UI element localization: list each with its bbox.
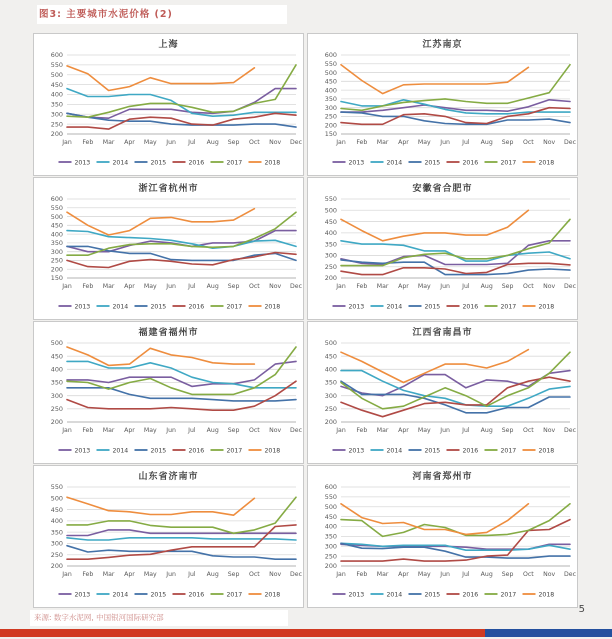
svg-text:300: 300	[324, 542, 337, 551]
svg-text:Dec: Dec	[564, 427, 576, 434]
svg-text:250: 250	[50, 550, 63, 559]
svg-text:Apr: Apr	[398, 283, 409, 290]
svg-text:Feb: Feb	[82, 139, 94, 146]
svg-text:2017: 2017	[226, 159, 243, 167]
svg-text:400: 400	[50, 517, 63, 526]
svg-text:400: 400	[324, 229, 337, 238]
line-plot	[308, 50, 577, 172]
svg-text:May: May	[417, 283, 431, 290]
svg-text:2014: 2014	[112, 591, 129, 599]
svg-text:2014: 2014	[386, 303, 403, 311]
svg-text:2014: 2014	[386, 447, 403, 455]
svg-text:Nov: Nov	[269, 283, 282, 290]
svg-text:Aug: Aug	[480, 139, 493, 146]
page-number: 5	[578, 604, 585, 615]
svg-text:500: 500	[324, 68, 337, 77]
svg-text:200: 200	[50, 562, 63, 571]
svg-text:Dec: Dec	[564, 283, 576, 290]
svg-text:500: 500	[324, 339, 337, 348]
svg-text:Jun: Jun	[166, 427, 176, 434]
svg-text:500: 500	[50, 70, 63, 79]
svg-text:2013: 2013	[74, 447, 91, 455]
svg-text:Nov: Nov	[543, 283, 556, 290]
svg-text:Feb: Feb	[356, 283, 368, 290]
chart-jiangsu-nanjing	[307, 33, 578, 176]
svg-text:May: May	[143, 283, 157, 290]
svg-text:250: 250	[324, 552, 337, 561]
svg-text:Feb: Feb	[356, 139, 368, 146]
svg-text:2016: 2016	[188, 159, 205, 167]
svg-text:Feb: Feb	[82, 571, 94, 578]
svg-text:450: 450	[324, 77, 337, 86]
svg-text:450: 450	[50, 221, 63, 230]
svg-text:2015: 2015	[150, 303, 167, 311]
svg-text:Dec: Dec	[290, 139, 302, 146]
svg-text:Aug: Aug	[206, 571, 219, 578]
svg-text:350: 350	[324, 532, 337, 541]
svg-text:2017: 2017	[226, 591, 243, 599]
svg-text:150: 150	[324, 130, 337, 139]
chart-zhejiang-hangzhou	[33, 177, 304, 320]
chart-title: 安徽省合肥市	[412, 184, 473, 194]
svg-text:350: 350	[50, 528, 63, 537]
svg-text:450: 450	[50, 505, 63, 514]
svg-text:450: 450	[50, 80, 63, 89]
svg-text:2016: 2016	[188, 591, 205, 599]
svg-text:550: 550	[324, 59, 337, 68]
svg-text:Dec: Dec	[290, 571, 302, 578]
svg-text:Jul: Jul	[188, 427, 196, 434]
svg-text:Oct: Oct	[523, 283, 534, 290]
svg-text:Dec: Dec	[290, 283, 302, 290]
svg-text:Apr: Apr	[124, 139, 135, 146]
bottom-bar-red-segment	[0, 629, 485, 637]
svg-text:500: 500	[50, 494, 63, 503]
svg-text:Apr: Apr	[124, 283, 135, 290]
chart-title: 河南省郑州市	[412, 472, 473, 482]
svg-text:Jan: Jan	[62, 571, 72, 578]
svg-text:2013: 2013	[348, 159, 365, 167]
svg-text:Mar: Mar	[376, 427, 389, 434]
svg-text:250: 250	[50, 120, 63, 129]
svg-text:2017: 2017	[500, 159, 517, 167]
svg-text:200: 200	[324, 562, 337, 571]
svg-text:2013: 2013	[74, 591, 91, 599]
svg-text:Jan: Jan	[336, 139, 346, 146]
svg-text:2014: 2014	[112, 159, 129, 167]
svg-text:450: 450	[50, 352, 63, 361]
svg-text:250: 250	[50, 256, 63, 265]
svg-text:2016: 2016	[462, 303, 479, 311]
svg-text:Jun: Jun	[166, 139, 176, 146]
chart-fujian-fuzhou	[33, 321, 304, 464]
bottom-accent-bar	[0, 629, 612, 637]
svg-text:550: 550	[324, 195, 337, 204]
svg-text:400: 400	[324, 365, 337, 374]
svg-text:Jul: Jul	[188, 139, 196, 146]
line-plot	[308, 482, 577, 604]
chart-shandong-jinan	[33, 465, 304, 608]
chart-title: 江西省南昌市	[412, 328, 473, 338]
svg-text:Sep: Sep	[227, 283, 240, 290]
svg-text:Jul: Jul	[462, 571, 470, 578]
svg-text:300: 300	[50, 247, 63, 256]
svg-text:2013: 2013	[74, 159, 91, 167]
svg-text:500: 500	[324, 206, 337, 215]
svg-text:2018: 2018	[264, 159, 281, 167]
line-plot	[34, 50, 303, 172]
svg-text:400: 400	[324, 86, 337, 95]
svg-text:Sep: Sep	[501, 283, 514, 290]
svg-text:2015: 2015	[424, 303, 441, 311]
svg-text:300: 300	[50, 110, 63, 119]
svg-text:Oct: Oct	[249, 139, 260, 146]
svg-text:Sep: Sep	[227, 427, 240, 434]
svg-text:Jun: Jun	[440, 571, 450, 578]
svg-text:Aug: Aug	[206, 283, 219, 290]
svg-text:2015: 2015	[424, 447, 441, 455]
svg-text:450: 450	[324, 512, 337, 521]
svg-text:Jul: Jul	[188, 571, 196, 578]
svg-text:2014: 2014	[112, 303, 129, 311]
svg-text:May: May	[417, 139, 431, 146]
source-note: 来源: 数字水泥网, 中国银河国际研究部	[30, 610, 288, 626]
svg-text:2017: 2017	[226, 303, 243, 311]
svg-text:450: 450	[324, 217, 337, 226]
svg-text:2015: 2015	[150, 447, 167, 455]
svg-text:Mar: Mar	[376, 139, 389, 146]
svg-text:Sep: Sep	[501, 427, 514, 434]
svg-text:Jan: Jan	[336, 283, 346, 290]
svg-text:Mar: Mar	[102, 139, 115, 146]
svg-text:Sep: Sep	[227, 571, 240, 578]
svg-text:2013: 2013	[348, 447, 365, 455]
svg-text:Dec: Dec	[290, 427, 302, 434]
svg-text:250: 250	[324, 112, 337, 121]
svg-text:2015: 2015	[424, 159, 441, 167]
svg-text:Jan: Jan	[62, 427, 72, 434]
svg-text:Apr: Apr	[398, 571, 409, 578]
svg-text:Jul: Jul	[462, 427, 470, 434]
svg-text:500: 500	[50, 212, 63, 221]
svg-text:400: 400	[50, 90, 63, 99]
svg-text:Aug: Aug	[480, 427, 493, 434]
svg-text:Jul: Jul	[462, 283, 470, 290]
svg-text:Aug: Aug	[206, 427, 219, 434]
svg-text:550: 550	[50, 203, 63, 212]
svg-text:Aug: Aug	[206, 139, 219, 146]
chart-title: 江苏南京	[422, 40, 463, 50]
svg-text:Nov: Nov	[543, 571, 556, 578]
chart-title: 福建省福州市	[138, 328, 199, 338]
svg-text:May: May	[417, 571, 431, 578]
svg-text:May: May	[143, 139, 157, 146]
chart-title: 上海	[158, 40, 179, 50]
svg-text:Dec: Dec	[564, 571, 576, 578]
svg-text:2018: 2018	[538, 591, 555, 599]
svg-text:300: 300	[324, 251, 337, 260]
svg-text:2018: 2018	[538, 303, 555, 311]
svg-text:Jun: Jun	[440, 427, 450, 434]
svg-text:Jan: Jan	[336, 571, 346, 578]
svg-text:350: 350	[50, 378, 63, 387]
svg-text:Mar: Mar	[102, 571, 115, 578]
svg-text:2016: 2016	[462, 159, 479, 167]
svg-text:Nov: Nov	[543, 427, 556, 434]
line-plot	[34, 338, 303, 460]
svg-text:2015: 2015	[150, 591, 167, 599]
svg-text:250: 250	[50, 405, 63, 414]
line-plot	[34, 482, 303, 604]
svg-text:May: May	[143, 427, 157, 434]
svg-text:Feb: Feb	[82, 283, 94, 290]
chart-anhui-hefei	[307, 177, 578, 320]
svg-text:Oct: Oct	[249, 427, 260, 434]
svg-text:Jul: Jul	[188, 283, 196, 290]
svg-text:550: 550	[50, 61, 63, 70]
svg-text:300: 300	[50, 391, 63, 400]
svg-text:300: 300	[50, 539, 63, 548]
svg-text:2016: 2016	[188, 303, 205, 311]
svg-text:200: 200	[324, 274, 337, 283]
svg-text:Jun: Jun	[440, 139, 450, 146]
svg-text:Nov: Nov	[269, 571, 282, 578]
svg-text:Apr: Apr	[398, 139, 409, 146]
line-plot	[308, 338, 577, 460]
svg-text:Sep: Sep	[501, 139, 514, 146]
svg-text:Mar: Mar	[376, 571, 389, 578]
svg-text:2018: 2018	[538, 447, 555, 455]
svg-text:Jan: Jan	[336, 427, 346, 434]
svg-text:2013: 2013	[348, 591, 365, 599]
svg-text:400: 400	[50, 230, 63, 239]
svg-text:2018: 2018	[538, 159, 555, 167]
svg-text:600: 600	[50, 195, 63, 204]
svg-text:Mar: Mar	[102, 427, 115, 434]
svg-text:Jun: Jun	[166, 283, 176, 290]
svg-text:350: 350	[324, 378, 337, 387]
svg-text:Oct: Oct	[523, 139, 534, 146]
svg-text:Aug: Aug	[480, 283, 493, 290]
svg-text:2017: 2017	[500, 303, 517, 311]
svg-text:2015: 2015	[150, 159, 167, 167]
svg-text:Nov: Nov	[543, 139, 556, 146]
chart-title: 浙江省杭州市	[138, 184, 199, 194]
svg-text:Apr: Apr	[398, 427, 409, 434]
svg-text:May: May	[143, 571, 157, 578]
svg-text:2016: 2016	[462, 591, 479, 599]
svg-text:550: 550	[324, 493, 337, 502]
figure-title: 图3: 主要城市水泥价格 (2)	[37, 5, 287, 24]
svg-text:600: 600	[324, 51, 337, 60]
svg-text:600: 600	[50, 51, 63, 60]
svg-text:Feb: Feb	[356, 571, 368, 578]
svg-text:350: 350	[50, 239, 63, 248]
svg-text:250: 250	[324, 405, 337, 414]
svg-text:Sep: Sep	[227, 139, 240, 146]
line-plot	[308, 194, 577, 316]
line-plot	[34, 194, 303, 316]
svg-text:Nov: Nov	[269, 139, 282, 146]
svg-text:400: 400	[50, 365, 63, 374]
svg-text:150: 150	[50, 274, 63, 283]
svg-text:350: 350	[50, 100, 63, 109]
svg-text:2014: 2014	[386, 159, 403, 167]
svg-text:May: May	[417, 427, 431, 434]
svg-text:2016: 2016	[462, 447, 479, 455]
svg-text:Nov: Nov	[269, 427, 282, 434]
svg-text:2013: 2013	[74, 303, 91, 311]
svg-text:Jun: Jun	[166, 571, 176, 578]
svg-text:600: 600	[324, 483, 337, 492]
bottom-bar-blue-segment	[485, 629, 612, 637]
svg-text:Sep: Sep	[501, 571, 514, 578]
svg-text:2018: 2018	[264, 303, 281, 311]
svg-text:Feb: Feb	[82, 427, 94, 434]
svg-text:2013: 2013	[348, 303, 365, 311]
svg-text:400: 400	[324, 522, 337, 531]
svg-text:450: 450	[324, 352, 337, 361]
svg-text:2018: 2018	[264, 591, 281, 599]
svg-text:300: 300	[324, 391, 337, 400]
chart-shanghai	[33, 33, 304, 176]
chart-title: 山东省济南市	[138, 472, 199, 482]
svg-text:2017: 2017	[226, 447, 243, 455]
svg-text:250: 250	[324, 262, 337, 271]
svg-text:Oct: Oct	[523, 571, 534, 578]
svg-text:Jan: Jan	[62, 283, 72, 290]
svg-text:200: 200	[50, 418, 63, 427]
svg-text:Mar: Mar	[376, 283, 389, 290]
svg-text:200: 200	[324, 121, 337, 130]
svg-text:2014: 2014	[386, 591, 403, 599]
svg-text:2014: 2014	[112, 447, 129, 455]
svg-text:Jun: Jun	[440, 283, 450, 290]
svg-text:550: 550	[50, 483, 63, 492]
svg-text:Jan: Jan	[62, 139, 72, 146]
svg-text:2016: 2016	[188, 447, 205, 455]
svg-text:200: 200	[50, 265, 63, 274]
svg-text:200: 200	[50, 130, 63, 139]
svg-text:Oct: Oct	[249, 283, 260, 290]
svg-text:2017: 2017	[500, 591, 517, 599]
svg-text:Dec: Dec	[564, 139, 576, 146]
svg-text:300: 300	[324, 103, 337, 112]
chart-grid	[33, 33, 579, 609]
chart-henan-zhengzhou	[307, 465, 578, 608]
svg-text:Apr: Apr	[124, 571, 135, 578]
svg-text:Mar: Mar	[102, 283, 115, 290]
svg-text:2015: 2015	[424, 591, 441, 599]
svg-text:Aug: Aug	[480, 571, 493, 578]
svg-text:500: 500	[50, 339, 63, 348]
svg-text:500: 500	[324, 502, 337, 511]
svg-text:200: 200	[324, 418, 337, 427]
svg-text:Apr: Apr	[124, 427, 135, 434]
svg-text:Oct: Oct	[523, 427, 534, 434]
svg-text:2018: 2018	[264, 447, 281, 455]
svg-text:350: 350	[324, 95, 337, 104]
svg-text:Feb: Feb	[356, 427, 368, 434]
svg-text:350: 350	[324, 240, 337, 249]
svg-text:Oct: Oct	[249, 571, 260, 578]
chart-jiangxi-nanchang	[307, 321, 578, 464]
svg-text:Jul: Jul	[462, 139, 470, 146]
svg-text:2017: 2017	[500, 447, 517, 455]
